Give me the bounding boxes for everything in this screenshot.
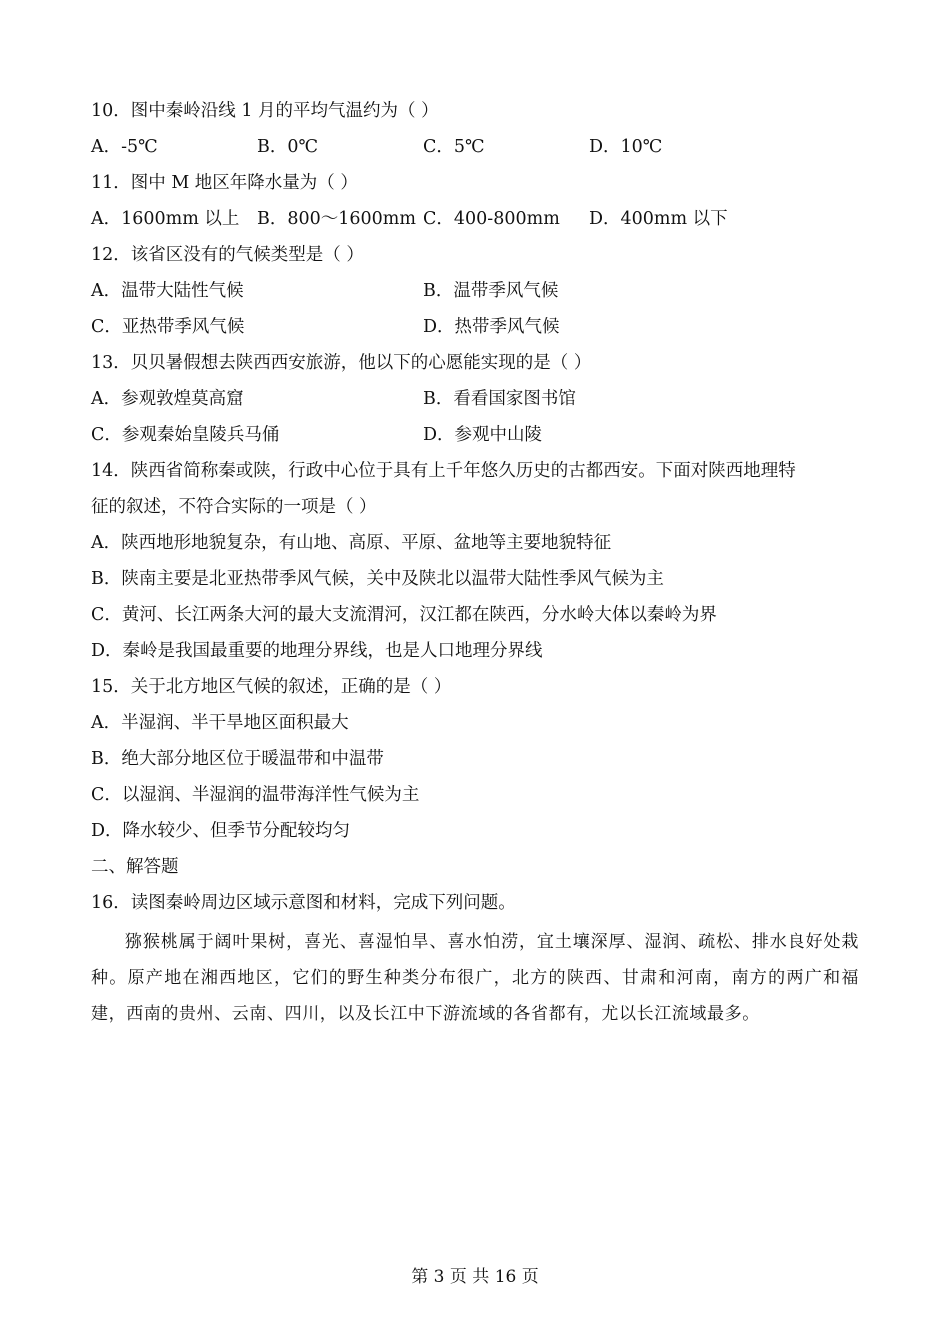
question-11-option-a: A．1600mm 以上 — [91, 209, 240, 229]
question-11-option-c: C．400-800mm — [423, 209, 560, 229]
question-10-option-b: B．0℃ — [257, 137, 319, 157]
question-15-option-d: D．降水较少、但季节分配较均匀 — [91, 821, 351, 841]
question-15-stem: 15．关于北方地区气候的叙述，正确的是（ ） — [91, 677, 452, 697]
question-13-option-a: A．参观敦煌莫高窟 — [91, 389, 244, 409]
question-10-option-c: C．5℃ — [423, 137, 485, 157]
question-15-option-a: A．半湿润、半干旱地区面积最大 — [91, 713, 349, 733]
question-12-option-b: B．温带季风气候 — [423, 281, 559, 301]
question-11-option-b: B．800～1600mm — [257, 209, 416, 229]
question-14-stem-line-1: 14．陕西省简称秦或陕，行政中心位于具有上千年悠久历史的古都西安。下面对陕西地理特 — [91, 461, 796, 481]
question-14-option-a: A．陕西地形地貌复杂，有山地、高原、平原、盆地等主要地貌特征 — [91, 533, 612, 553]
question-15-option-b: B．绝大部分地区位于暖温带和中温带 — [91, 749, 384, 769]
question-11-stem: 11．图中 M 地区年降水量为（ ） — [91, 173, 358, 193]
question-12-option-d: D．热带季风气候 — [423, 317, 560, 337]
question-16-stem: 16．读图秦岭周边区域示意图和材料，完成下列问题。 — [91, 893, 516, 913]
question-12-option-c: C．亚热带季风气候 — [91, 317, 245, 337]
question-10-option-a: A．-5℃ — [91, 137, 158, 157]
page-footer: 第 3 页 共 16 页 — [411, 1267, 539, 1287]
question-11-option-d: D．400mm 以下 — [589, 209, 728, 229]
question-14-option-c: C．黄河、长江两条大河的最大支流渭河，汉江都在陕西，分水岭大体以秦岭为界 — [91, 605, 717, 625]
question-13-stem: 13．贝贝暑假想去陕西西安旅游，他以下的心愿能实现的是（ ） — [91, 353, 592, 373]
question-10-option-d: D．10℃ — [589, 137, 663, 157]
question-12-stem: 12．该省区没有的气候类型是（ ） — [91, 245, 364, 265]
question-14-option-d: D．秦岭是我国最重要的地理分界线，也是人口地理分界线 — [91, 641, 543, 661]
question-15-option-c: C．以湿润、半湿润的温带海洋性气候为主 — [91, 785, 420, 805]
question-14-stem-line-2: 征的叙述，不符合实际的一项是（ ） — [91, 497, 377, 517]
question-10-stem: 10．图中秦岭沿线 1 月的平均气温约为（ ） — [91, 101, 439, 121]
question-13-option-d: D．参观中山陵 — [423, 425, 543, 445]
question-16-material: 猕猴桃属于阔叶果树，喜光、喜湿怕旱、喜水怕涝，宜土壤深厚、湿润、疏松、排水良好处栽种。原产地在湘西地区，它们的野生种类分布很广，北方的陕西、甘肃和河南，南方的两广和福建，西南的贵州、云南、四川，以及长江中下游流域的各省都有，尤以长江流域最多。 — [91, 932, 859, 1024]
question-12-option-a: A．温带大陆性气候 — [91, 281, 244, 301]
question-13-option-b: B．看看国家图书馆 — [423, 389, 576, 409]
section-title: 二、解答题 — [91, 857, 179, 877]
question-14-option-b: B．陕南主要是北亚热带季风气候，关中及陕北以温带大陆性季风气候为主 — [91, 569, 664, 589]
question-13-option-c: C．参观秦始皇陵兵马俑 — [91, 425, 280, 445]
